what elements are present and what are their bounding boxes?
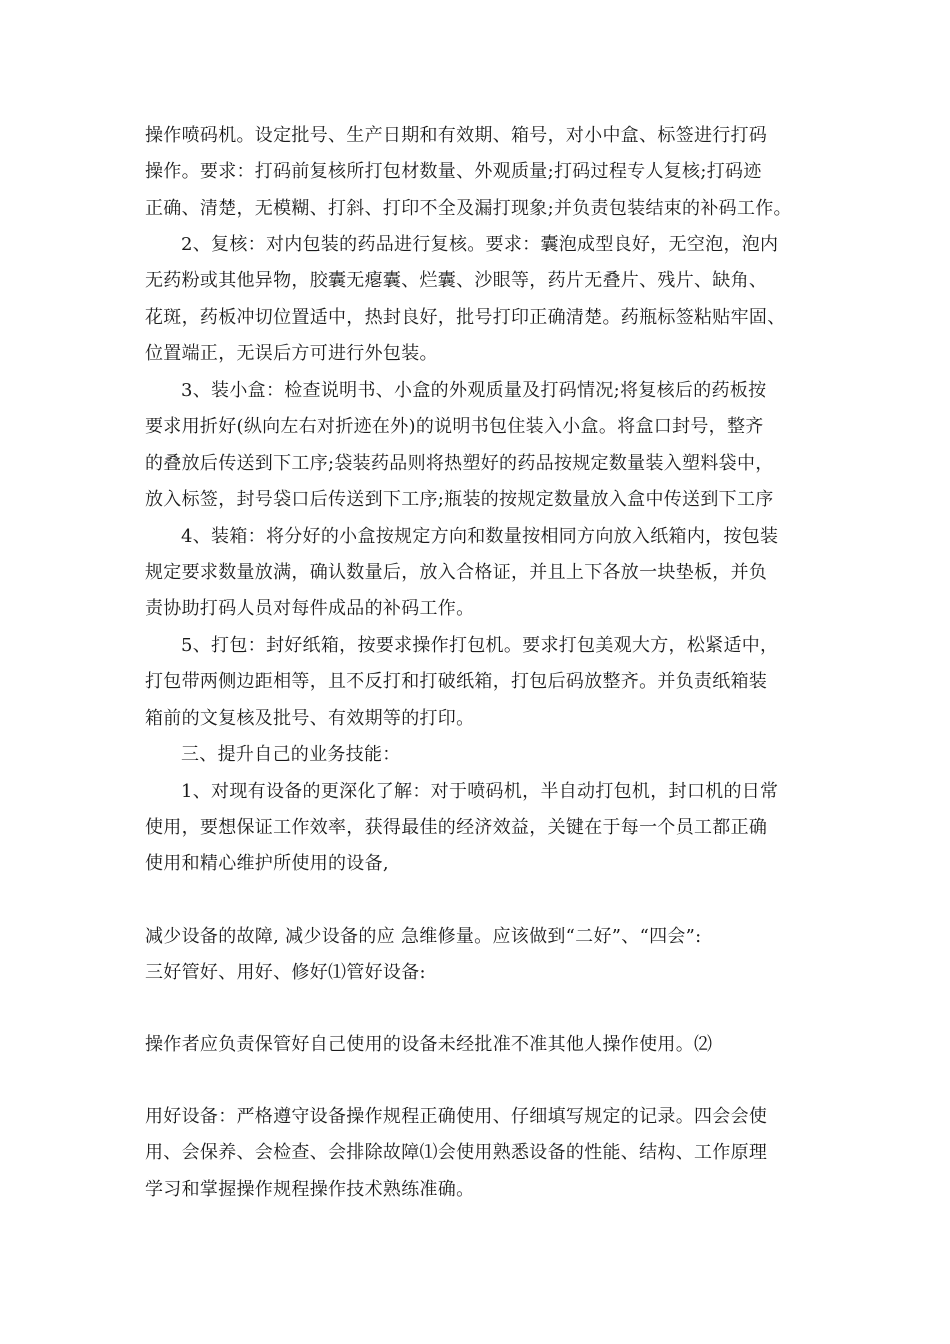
text-line: 学习和掌握操作规程操作技术熟练准确。 [145,1179,475,1200]
text-line: 要求用折好(纵向左右对折迹在外)的说明书包住装入小盒。将盒口封号，整齐 [145,416,764,437]
text-line: 位置端正，无误后方可进行外包装。 [145,343,438,364]
text-line: 3、装小盒：检查说明书、小盒的外观质量及打码情况;将复核后的药板按 [181,380,767,401]
text-line: 打包带两侧边距相等，且不反打和打破纸箱，打包后码放整齐。并负责纸箱装 [145,671,768,692]
text-line: 规定要求数量放满，确认数量后，放入合格证，并且上下各放一块垫板，并负 [145,562,768,583]
text-line: 1、对现有设备的更深化了解：对于喷码机，半自动打包机，封口机的日常 [181,781,779,802]
text-line: 用好设备：严格遵守设备操作规程正确使用、仔细填写规定的记录。四会会使 [145,1106,768,1127]
text-line: 无药粉或其他异物，胶囊无瘪囊、烂囊、沙眼等，药片无叠片、残片、缺角、 [145,270,768,291]
text-line: 三好管好、用好、修好⑴管好设备: [145,962,426,983]
text-line: 箱前的文复核及批号、有效期等的打印。 [145,708,475,729]
text-line: 操作喷码机。设定批号、生产日期和有效期、箱号，对小中盒、标签进行打码 [145,125,768,146]
text-line: 使用，要想保证工作效率，获得最佳的经济效益，关键在于每一个员工都正确 [145,817,768,838]
text-line: 正确、清楚，无模糊、打斜、打印不全及漏打现象;并负责包装结束的补码工作。 [145,198,792,219]
text-line: 使用和精心维护所使用的设备, [145,853,389,874]
text-line: 操作者应负责保管好自己使用的设备未经批准不准其他人操作使用。⑵ [145,1034,713,1055]
text-line: 花斑，药板冲切位置适中，热封良好，批号打印正确清楚。药瓶标签粘贴牢固、 [145,307,786,328]
text-line: 5、打包：封好纸箱，按要求操作打包机。要求打包美观大方，松紧适中， [181,635,779,656]
text-line: 用、会保养、会检查、会排除故障⑴会使用熟悉设备的性能、结构、工作原理 [145,1142,768,1163]
text-line: 放入标签，封号袋口后传送到下工序;瓶装的按规定数量放入盒中传送到下工序 [145,489,774,510]
text-line: 4、装箱：将分好的小盒按规定方向和数量按相同方向放入纸箱内，按包装 [181,526,779,547]
text-line: 减少设备的故障, 减少设备的应 急维修量。应该做到“二好”、“四会”: [145,926,702,947]
text-line: 的叠放后传送到下工序;袋装药品则将热塑好的药品按规定数量装入塑料袋中， [145,453,774,474]
section-heading: 三、提升自己的业务技能： [181,744,401,765]
text-line: 操作。要求：打码前复核所打包材数量、外观质量;打码过程专人复核;打码迹 [145,161,762,182]
text-line: 2、复核：对内包装的药品进行复核。要求：囊泡成型良好，无空泡，泡内 [181,234,779,255]
text-line: 责协助打码人员对每件成品的补码工作。 [145,598,475,619]
